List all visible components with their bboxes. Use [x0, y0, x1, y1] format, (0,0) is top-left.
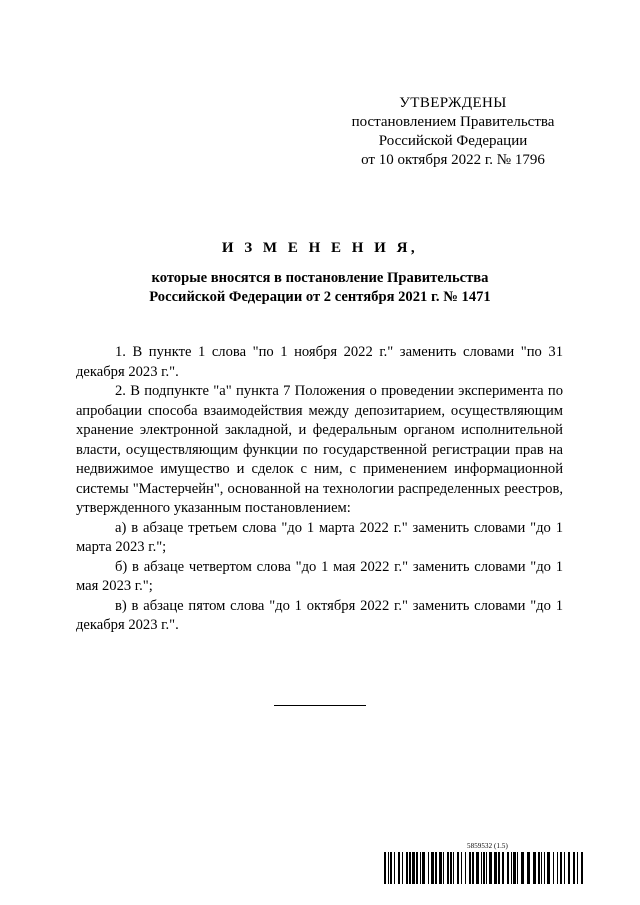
document-title-block: [60, 240, 580, 307]
paragraph-2: 2. В подпункте "а" пункта 7 Положения о проведении эксперимента по апробации способа взаимодействия между депозитарием, осуществляющим хранение электронной закладной, и федеральным органом исполнительной власти, осуществляющим функции по государственной регистрации прав на недвижимое имущество и сделок с ним, с применением информационной системы "Мастерчейн", основанной на технологии распределенных реестров, утвержденного указанным постановлением:: [76, 383, 563, 516]
approval-line-1: постановлением Правительства: [351, 114, 555, 130]
paragraph-3: а) в абзаце третьем слова "до 1 марта 2022 г." заменить словами "до 1 марта 2023 г.";: [76, 519, 563, 555]
document-subtitle-line-1: которые вносятся в постановление Правительства: [151, 270, 489, 286]
closing-rule: [274, 705, 366, 706]
document-body: [76, 343, 563, 636]
document-code: 5859532 (1.5): [467, 842, 508, 850]
barcode-icon: [383, 852, 585, 884]
document-title: И З М Е Н Е Н И Я,: [221, 240, 419, 256]
approval-heading: УТВЕРЖДЕНЫ: [399, 95, 507, 111]
paragraph-4: б) в абзаце четвертом слова "до 1 мая 2022 г." заменить словами "до 1 мая 2023 г.";: [76, 558, 563, 594]
paragraph-5: в) в абзаце пятом слова "до 1 октября 2022 г." заменить словами "до 1 декабря 2023 г.".: [76, 597, 563, 633]
document-subtitle-line-2: Российской Федерации от 2 сентября 2021 г. № 1471: [149, 289, 491, 305]
approval-line-3: от 10 октября 2022 г. № 1796: [361, 152, 545, 168]
paragraph-1: 1. В пункте 1 слова "по 1 ноября 2022 г." заменить словами "по 31 декабря 2023 г.".: [76, 344, 563, 380]
approval-stamp: [322, 94, 584, 170]
approval-line-2: Российской Федерации: [378, 133, 528, 149]
